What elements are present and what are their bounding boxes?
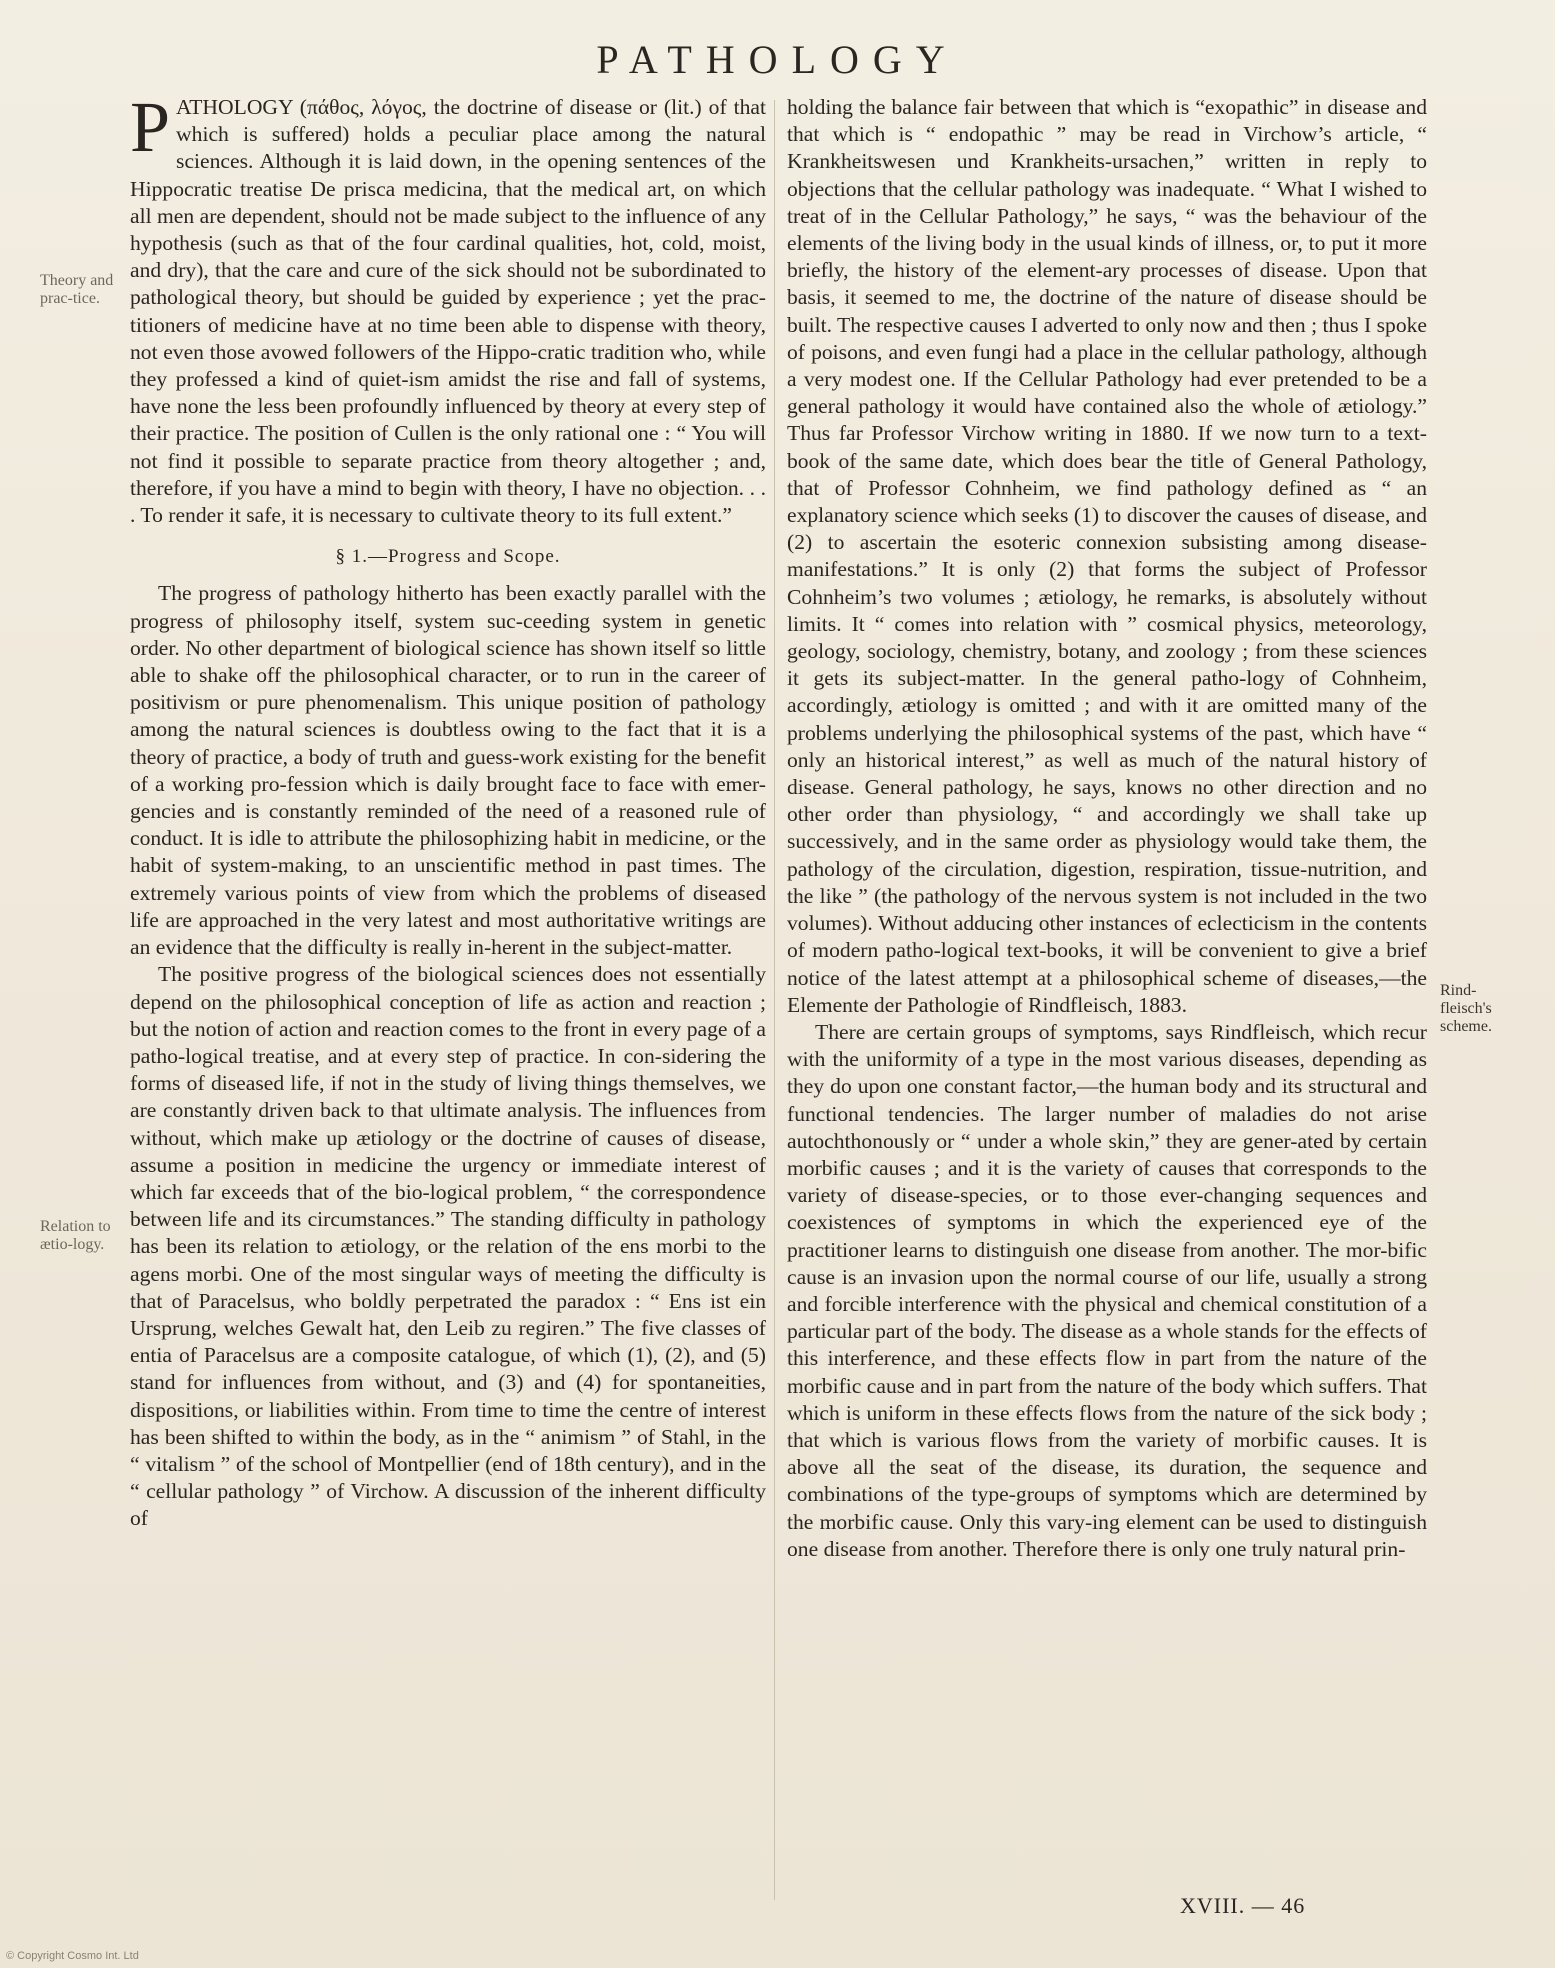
page-title: PATHOLOGY bbox=[596, 37, 959, 82]
margin-note-rindfleisch: Rind-fleisch's scheme. bbox=[1440, 982, 1492, 1035]
paragraph-progress: The progress of pathology hitherto has been exactly parallel with the progress of philosophy itself, system suc-ceeding system in genetic order. No other department of biological science has shown itself so little able to shake off the philosophical character, or to run in the career of positivism or pure phenomenalism. This unique position of pathology among the natural sciences is doubtless owing to the fact that it is a theory of practice, a body of truth and guess-work existing for the benefit of a working pro-fession which is daily brought face to face with emer-gencies and is constantly reminded of the need of a reasoned rule of conduct. It is idle to attribute the philosophizing habit in medicine, or the habit of system-making, to an unscientific method in past times. The extremely various points of view from which the problems of diseased life are approached in the very latest and most authoritative writings are an evidence that the difficulty is really in-herent in the subject-matter. bbox=[130, 581, 766, 960]
left-column bbox=[130, 87, 766, 1533]
section-heading: § 1.—Progress and Scope. bbox=[335, 546, 561, 568]
paragraph-rindfleisch: There are certain groups of symptoms, says Rindfleisch, which recur with the uniformity of a type in the most various diseases, depending as they do upon one constant factor,—the human body and its structural and functional tendencies. The larger number of maladies do not arise autochthonously or “ under a whole skin,” they are gener-ated by certain morbific causes ; and it is the variety of causes that corresponds to the variety of disease-species, or to those ever-changing sequences and coexistences of symptoms in which the experienced eye of the practitioner learns to distinguish one disease from another. The mor-bific cause is an invasion upon the normal course of our life, usually a strong and forcible interference with the physical and chemical constitution of a particular part of the body. The disease as a whole stands for the effects of this interference, and these effects flow in part from the nature of the morbific cause and in part from the nature of the body which suffers. That which is uniform in these effects flows from the nature of the sick body ; that which is various flows from the variety of morbific causes. It is above all the seat of the disease, its duration, the sequence and combinations of the type-groups of symptoms which are determined by the morbific cause. Only this vary-ing element can be used to distinguish one disease from another. Therefore there is only one truly natural prin- bbox=[787, 1019, 1427, 1561]
drop-cap: P bbox=[130, 87, 171, 167]
paragraph-positive-progress: The positive progress of the biological sciences does not essentially depend on the philosophical conception of life as action and reaction ; but the notion of action and reaction comes to the front in every page of a patho-logical treatise, and at every step of practice. In con-sidering the forms of diseased life, if not in the study of living things themselves, we are constantly driven back to that ultimate analysis. The influences from without, which make up ætiology or the doctrine of causes of disease, assume a position in medicine the urgency or immediate interest of which far exceeds that of the bio-logical problem, “ the correspondence between life and its circumstances.” The standing difficulty in pathology has been its relation to ætiology, or the relation of the ens morbi to the agens morbi. One of the most singular ways of meeting the difficulty is that of Paracelsus, who boldly perpetrated the paradox : “ Ens ist ein Ursprung, welches Gewalt hat, den Leib zu regiren.” The five classes of entia of Paracelsus are a composite catalogue, of which (1), (2), and (5) stand for influences from without, and (3) and (4) for spontaneities, dispositions, or liabilities within. From time to time the centre of interest has been shifted to within the body, as in the “ animism ” of Stahl, in the “ vitalism ” of the school of Montpellier (end of 18th century), and in the “ cellular pathology ” of Virchow. A discussion of the inherent difficulty of bbox=[130, 962, 766, 1531]
intro-paragraph bbox=[130, 87, 766, 529]
signature-mark: XVIII. — 46 bbox=[1180, 1893, 1306, 1918]
column-divider bbox=[774, 100, 775, 1900]
margin-note-theory: Theory and prac-tice. bbox=[40, 272, 114, 307]
margin-note-relation: Relation to ætio-logy. bbox=[40, 1218, 111, 1253]
paragraph-virchow: holding the balance fair between that which is “exopathic” in disease and that which is “ endopathic ” may be read in Virchow’s article, “ Krankheitswesen und Krankheits-ursachen,” written in reply to objections that the cellular pathology was inadequate. “ What I wished to treat of in the Cellular Pathology,” he says, “ was the behaviour of the elements of the living body in the usual kinds of illness, or, to put it more briefly, the history of the element-ary processes of disease. Upon that basis, it seemed to me, the doctrine of the nature of disease should be built. The respective causes I adverted to only now and then ; thus I spoke of poisons, and even fungi had a place in the cellular pathology, although a very modest one. If the Cellular Pathology had ever pretended to be a general pathology it would have contained also the whole of ætiology.” Thus far Professor Virchow writing in 1880. If we now turn to a text-book of the same date, which does bear the title of General Pathology, that of Professor Cohnheim, we find pathology defined as “ an explanatory science which seeks (1) to discover the causes of disease, and (2) to ascertain the esoteric connexion subsisting among disease-manifestations.” It is only (2) that forms the subject of Professor Cohnheim’s two volumes ; ætiology, he remarks, is absolutely without limits. It “ comes into relation with ” cosmical physics, meteorology, geology, sociology, chemistry, botany, and zoology ; from these sciences it gets its subject-matter. In the general patho-logy of Cohnheim, accordingly, ætiology is omitted ; and with it are omitted many of the problems underlying the philosophical systems of the past, which have “ only an historical interest,” as well as much of the natural history of disease. General pathology, he says, knows no other direction and no other order than physiology, “ and accordingly we shall take up successively, and in the same order as physiology would take them, the pathology of the circulation, digestion, respiration, tissue-nutrition, and the like ” (the pathology of the nervous system is not included in the two volumes). Without adducing other instances of eclecticism in the contents of modern patho-logical text-books, it will be convenient to give a brief notice of the latest attempt at a philosophical scheme of diseases,—the Elemente der Pathologie of Rindfleisch, 1883. bbox=[787, 95, 1427, 1017]
right-column bbox=[787, 94, 1427, 1563]
intro-text: ATHOLOGY (πάθος, λόγος, the doctrine of disease or (lit.) of that which is suffered) holds a peculiar place among the natural sciences. Although it is laid down, in the opening sentences of the Hippocratic treatise De prisca medicina, that the medical art, on which all men are dependent, should not be made subject to the influence of any hypothesis (such as that of the four cardinal qualities, hot, cold, moist, and dry), that the care and cure of the sick should not be subordinated to pathological theory, but should be guided by experience ; yet the prac-titioners of medicine have at no time been able to dispense with theory, not even those avowed followers of the Hippo-cratic tradition who, while they professed a kind of quiet-ism amidst the rise and fall of systems, have none the less been profoundly influenced by theory at every step of their practice. The position of Cullen is the only rational one : “ You will not find it possible to separate practice from theory altogether ; and, therefore, if you have a mind to begin with theory, I have no objection. . . . To render it safe, it is necessary to cultivate theory to its full extent.” bbox=[130, 95, 766, 528]
copyright-notice: © Copyright Cosmo Int. Ltd bbox=[6, 1950, 139, 1962]
